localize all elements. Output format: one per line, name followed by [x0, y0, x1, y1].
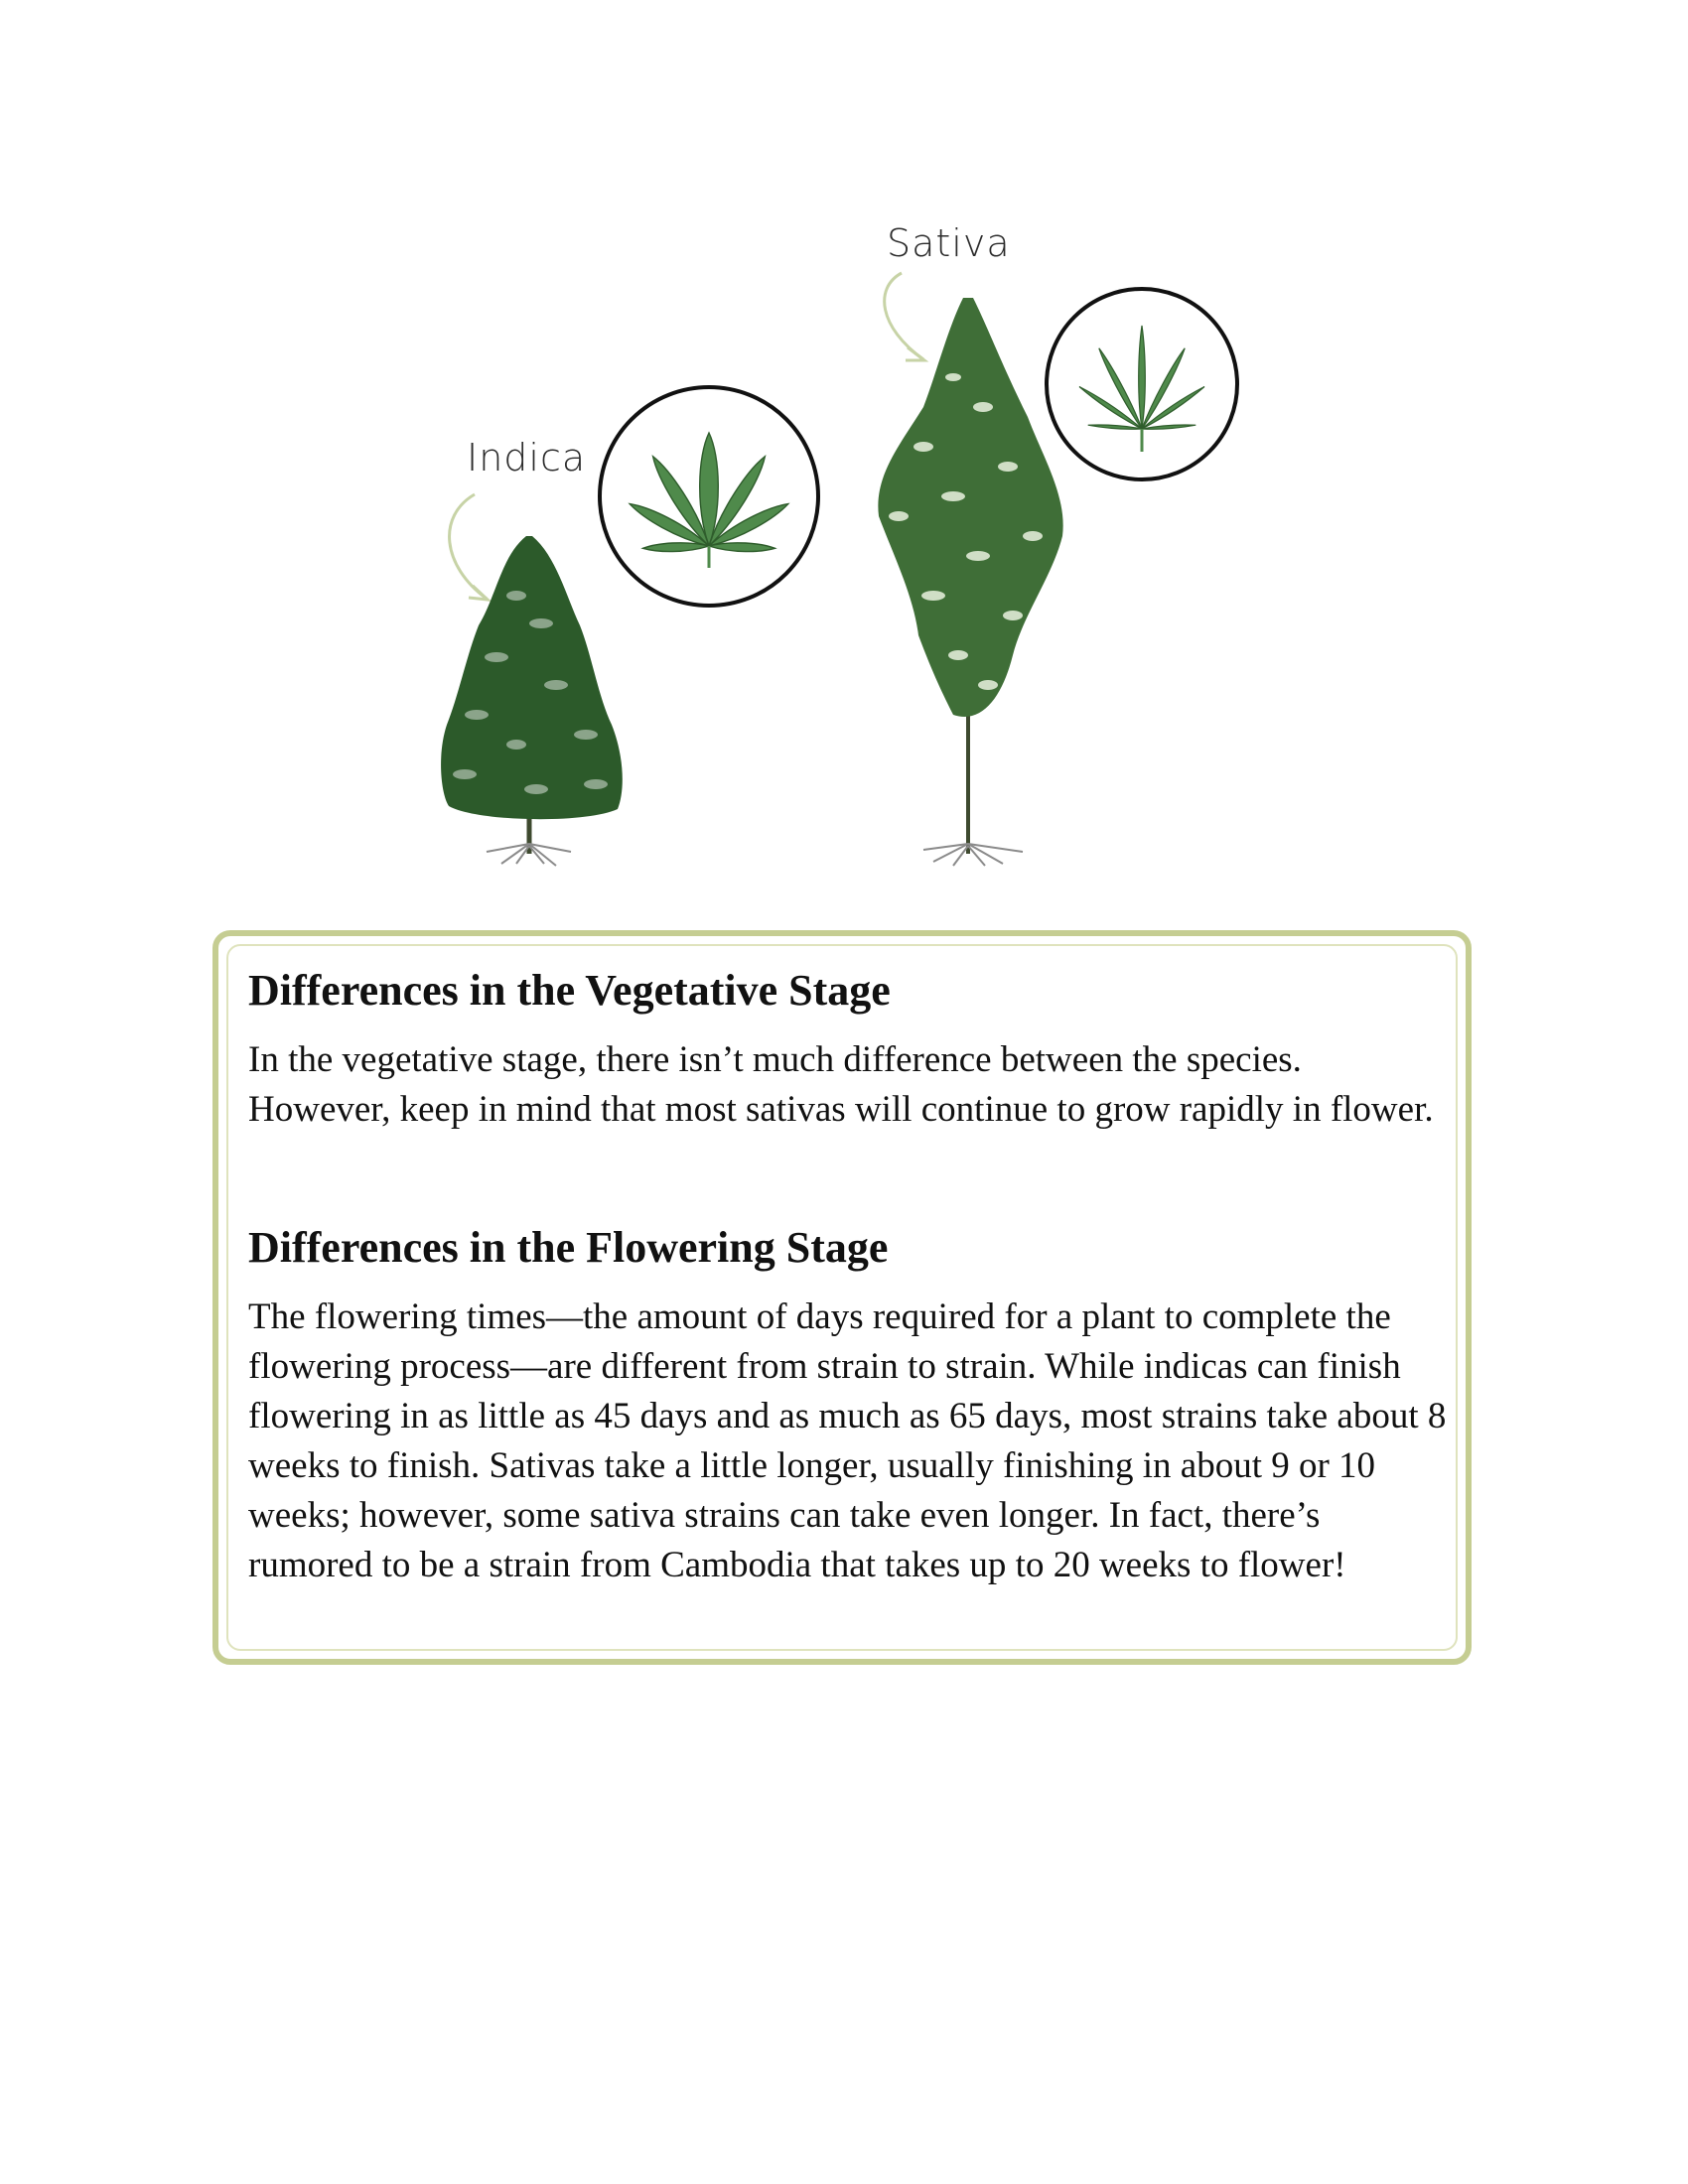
sativa-plant-icon	[878, 298, 1062, 866]
indica-plant-icon	[441, 536, 623, 866]
vegetative-stage-text: In the vegetative stage, there isn’t much difference between the species. However, keep in mind that most sativas will continue to grow rapidly in flower.	[248, 1039, 1434, 1130]
callout-box	[212, 930, 1472, 1665]
flowering-stage-heading: Differences in the Flowering Stage	[248, 1223, 889, 1272]
sativa-arrow	[885, 273, 924, 360]
indica-sativa-illustration	[0, 0, 1688, 893]
flowering-stage-text: The flowering times—the amount of days required for a plant to complete the flowering process—are different from strain to strain. While indicas can finish flowering in as little as 45 days and as much as 65 days, most strains take about 8 weeks to finish. Sativas take a little longer, usually finishing in about 9 or 10 weeks; however, some sativa strains can take even longer. In fact, there’s rumored to be a strain from Cambodia that takes up to 20 weeks to flower!	[248, 1297, 1447, 1585]
sativa-label: Sativa	[887, 221, 1011, 265]
indica-label: Indica	[467, 436, 587, 479]
vegetative-stage-heading: Differences in the Vegetative Stage	[248, 966, 891, 1015]
indica-arrow	[450, 494, 488, 600]
sativa-leaf-icon	[1047, 289, 1237, 479]
indica-leaf-icon	[600, 387, 818, 606]
